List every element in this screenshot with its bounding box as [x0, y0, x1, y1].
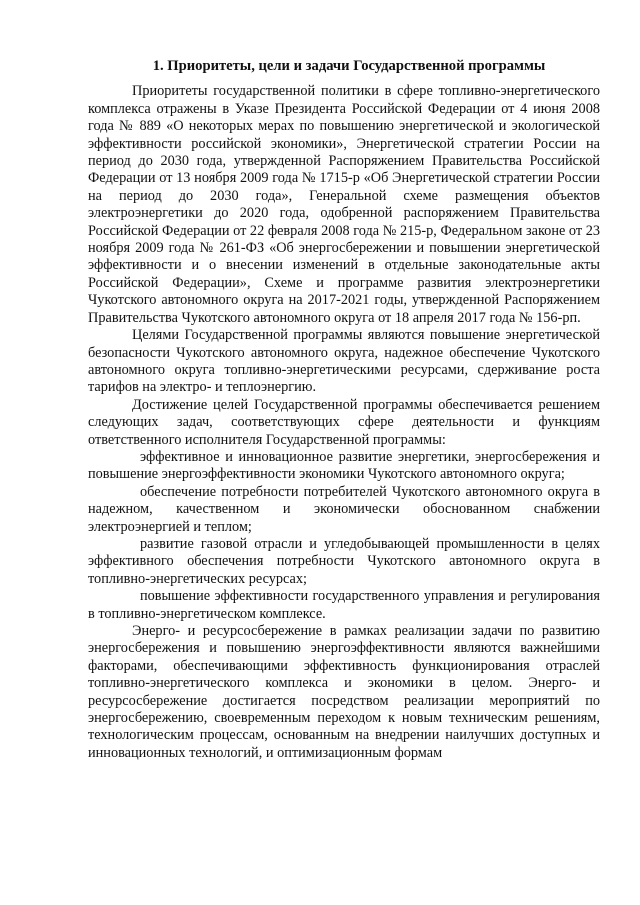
paragraph-energy-saving: Энерго- и ресурсосбережение в рамках реализации задачи по развитию энергосбережения и повышению энергоэффективности являются важнейшими факторами, обеспечивающими эффективность функционирования отраслей топливно-энергетического комплекса и экономики в целом. Энерго- и ресурсосбережение достигается посредством реализации мероприятий по энергосбережению, своевременным переходом к новым техническим решениям, технологическим процессам, основанным на внедрении наилучших доступных и инновационных технологий, и оптимизационным формам — [88, 623, 600, 761]
paragraph-tasks-intro: Достижение целей Государственной программы обеспечивается решением следующих задач, соответствующих сфере деятельности и функциям ответственного исполнителя Государственной программы: — [88, 396, 600, 448]
section-title: 1. Приоритеты, цели и задачи Государственной программы — [152, 58, 546, 74]
document-page — [88, 58, 600, 762]
paragraph-goals: Целями Государственной программы являются повышение энергетической безопасности Чукотского автономного округа, надежное обеспечение Чукотского автономного округа топливно-энергетическими ресурсами, сдерживание роста тарифов на электро- и теплоэнергию. — [88, 327, 600, 396]
task-item-consumer-supply: обеспечение потребности потребителей Чукотского автономного округа в надежном, качественном и экономически обоснованном снабжении электроэнергией и теплом; — [88, 483, 600, 535]
paragraph-priorities: Приоритеты государственной политики в сфере топливно-энергетического комплекса отражены в Указе Президента Российской Федерации от 4 июня 2008 года № 889 «О некоторых мерах по повышению энергетической и экологической эффективности российской экономики», Энергетической стратегии России на период до 2030 года, утвержденной Распоряжением Правительства Российской Федерации от 13 ноября 2009 года № 1715-р «Об Энергетической стратегии России на период до 2030 года», Генеральной схеме размещения объектов электроэнергетики до 2020 года, одобренной распоряжением Правительства Российской Федерации от 22 февраля 2008 года № 215-р, Федеральном законе от 23 ноября 2009 года № 261-ФЗ «Об энергосбережении и повышении энергетической эффективности и о внесении изменений в отдельные законодательные акты Российской Федерации», Схеме и программе развития электроэнергетики Чукотского автономного округа на 2017-2021 годы, утвержденной Распоряжением Правительства Чукотского автономного округа от 18 апреля 2017 года № 156-рп. — [88, 83, 600, 326]
task-item-energy-development: эффективное и инновационное развитие энергетики, энергосбережения и повышение энергоэффективности экономики Чукотского автономного округа; — [88, 448, 600, 483]
task-item-gas-coal-industry: развитие газовой отрасли и угледобывающей промышленности в целях эффективного обеспечения потребности Чукотского автономного округа в топливно-энергетических ресурсах; — [88, 535, 600, 587]
task-item-governance: повышение эффективности государственного управления и регулирования в топливно-энергетическом комплексе. — [88, 588, 600, 622]
